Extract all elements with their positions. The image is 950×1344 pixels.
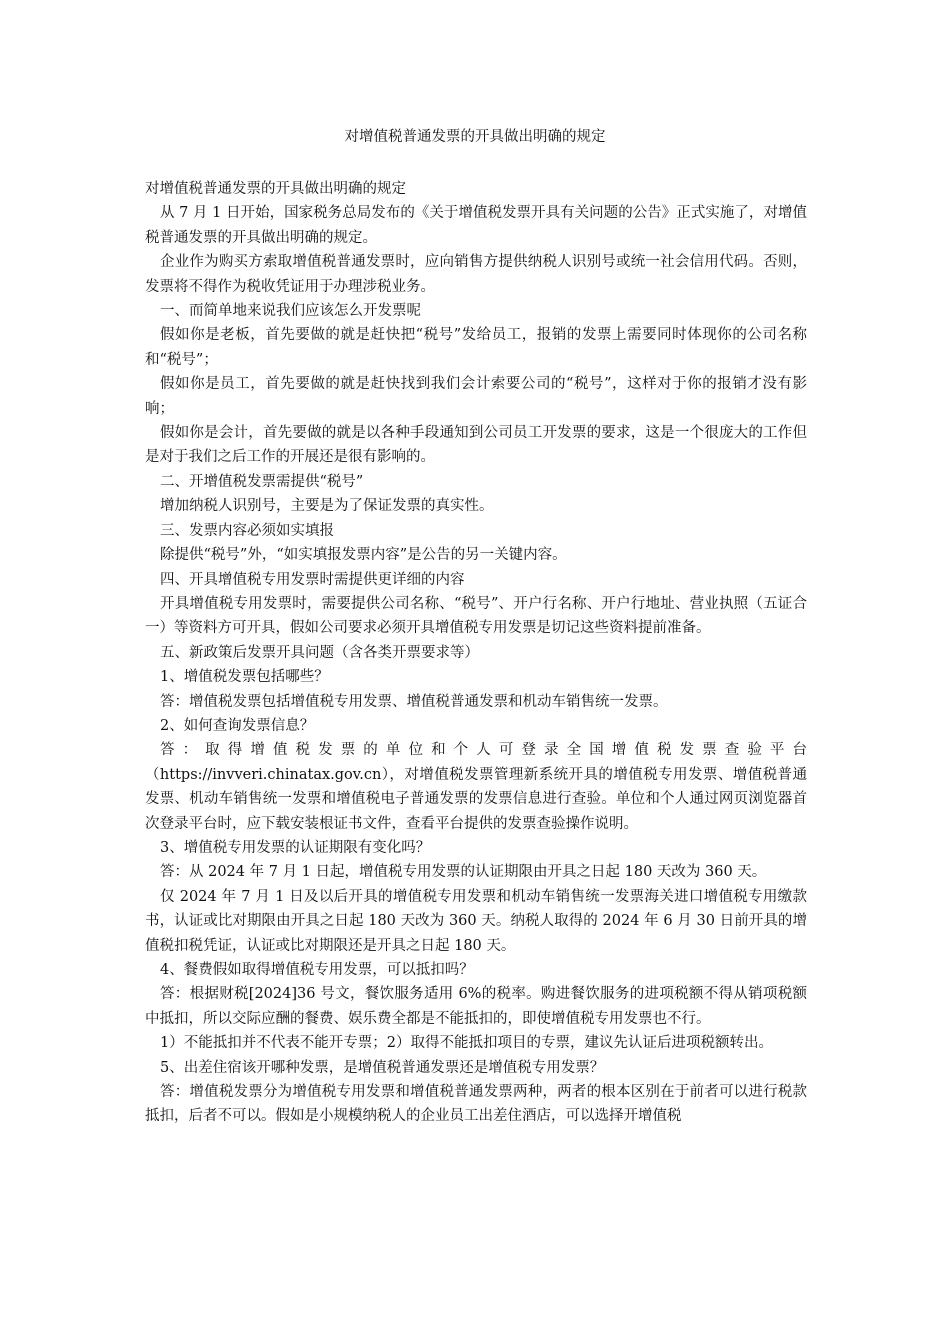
paragraph: 从 7 月 1 日开始，国家税务总局发布的《关于增值税发票开具有关问题的公告》正式实施了，对增值税普通发票的开具做出明确的规定。: [145, 205, 807, 246]
paragraph: 一、而简单地来说我们应该怎么开发票呢: [160, 303, 421, 320]
document-title: 对增值税普通发票的开具做出明确的规定: [344, 129, 606, 145]
paragraph: 5、出差住宿该开哪种发票，是增值税普通发票还是增值税专用发票？: [160, 1059, 605, 1076]
paragraph: 答：根据财税[2024]36 号文，餐饮服务适用 6%的税率。购进餐饮服务的进项税额不得从销项税额中抵扣，所以交际应酬的餐费、娱乐费全都是不能抵扣的，即使增值税专用发票也不行。: [145, 986, 807, 1027]
paragraph: 假如你是会计，首先要做的就是以各种手段通知到公司员工开发票的要求，这是一个很庞大的工作但是对于我们之后工作的开展还是很有影响的。: [145, 425, 807, 466]
paragraph: 1）不能抵扣并不代表不能开专票；2）取得不能抵扣项目的专票，建议先认证后进项税额转出。: [160, 1035, 773, 1052]
paragraph: 假如你是员工，首先要做的就是赶快找到我们会计索要公司的“税号”，这样对于你的报销才没有影响；: [145, 376, 807, 417]
paragraph: 开具增值税专用发票时，需要提供公司名称、“税号”、开户行名称、开户行地址、营业执照（五证合一）等资料方可开具，假如公司要求必须开具增值税专用发票是切记这些资料提前准备。: [145, 595, 807, 637]
paragraph: 对增值税普通发票的开具做出明确的规定: [145, 181, 406, 197]
paragraph: 答：增值税发票包括增值税专用发票、增值税普通发票和机动车销售统一发票。: [160, 693, 668, 710]
paragraph: 2、如何查询发票信息？: [160, 717, 315, 734]
paragraph: 增加纳税人识别号，主要是为了保证发票的真实性。: [160, 498, 494, 515]
paragraph: 二、开增值税发票需提供“税号”: [160, 473, 364, 490]
paragraph: 答：从 2024 年 7 月 1 日起，增值税专用发票的认证期限由开具之日起 180 天改为 360 天。: [160, 864, 767, 881]
paragraph: 企业作为购买方索取增值税普通发票时，应向销售方提供纳税人识别号或统一社会信用代码。否则，发票将不得作为税收凭证用于办理涉税业务。: [145, 254, 807, 295]
paragraph: 假如你是老板，首先要做的就是赶快把“税号”发给员工，报销的发票上需要同时体现你的公司名称和“税号”；: [145, 327, 807, 368]
paragraph: 除提供“税号”外，“如实填报发票内容”是公告的另一关键内容。: [160, 547, 567, 564]
paragraph: 仅 2024 年 7 月 1 日及以后开具的增值税专用发票和机动车销售统一发票海关进口增值税专用缴款书，认证或比对期限由开具之日起 180 天改为 360 天。纳税人取得的 2024 年 6 月 30 日前开具的增值税扣税凭证，认证或比对期限还是开具之日起 180 天。: [145, 888, 807, 954]
paragraph: 3、增值税专用发票的认证期限有变化吗？: [160, 839, 431, 856]
paragraph: 五、新政策后发票开具问题（含各类开票要求等）: [160, 644, 479, 661]
paragraph: 答：增值税发票分为增值税专用发票和增值税普通发票两种，两者的根本区别在于前者可以进行税款抵扣，后者不可以。假如是小规模纳税人的企业员工出差住酒店，可以选择开增值税: [145, 1084, 807, 1125]
paragraph: 三、发票内容必须如实填报: [160, 522, 334, 539]
paragraph: 答：取得增值税发票的单位和个人可登录全国增值税发票查验平台（https://invveri.chinatax.gov.cn），对增值税发票管理新系统开具的增值税专用发票、增值税普通发票、机动车销售统一发票和增值税电子普通发票的发票信息进行查验。单位和个人通过网页浏览器首次登录平台时，应下载安装根证书文件，查看平台提供的发票查验操作说明。: [145, 742, 807, 832]
paragraph: 1、增值税发票包括哪些？: [160, 669, 329, 686]
document-body: [145, 177, 807, 1129]
paragraph: 四、开具增值税专用发票时需提供更详细的内容: [160, 571, 465, 588]
paragraph: 4、餐费假如取得增值税专用发票，可以抵扣吗？: [160, 962, 474, 978]
